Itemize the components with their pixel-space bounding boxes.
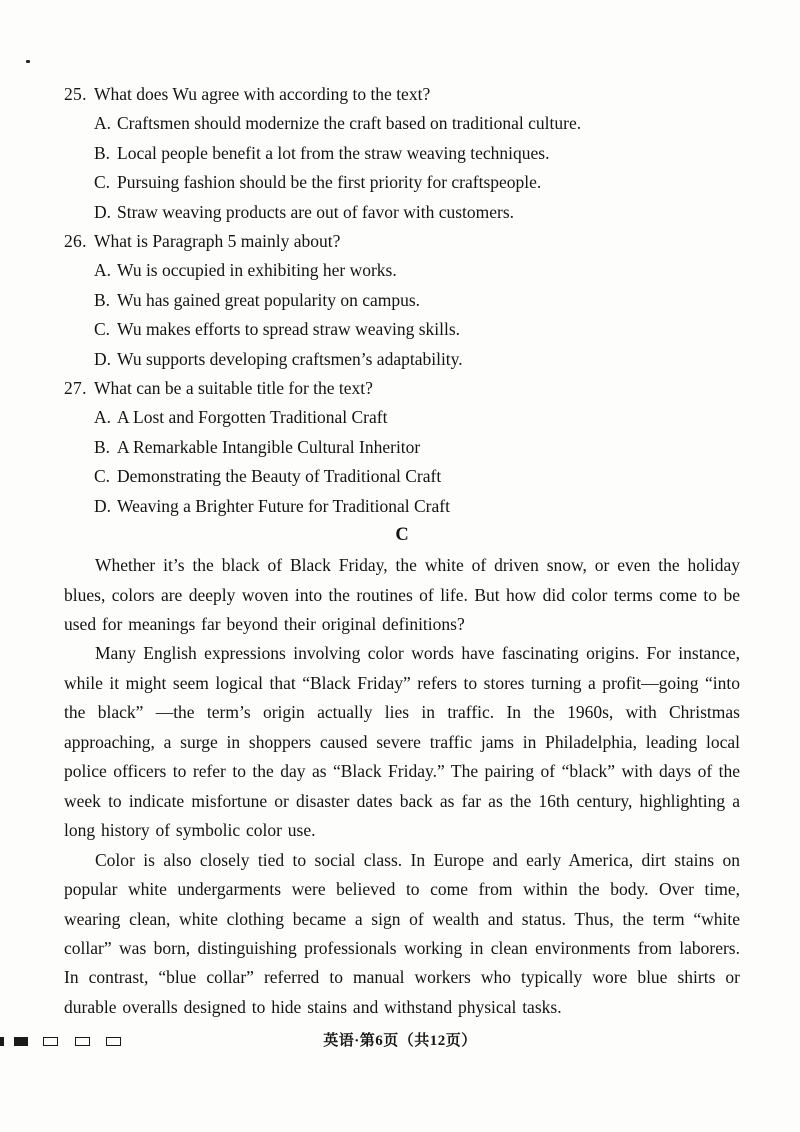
question-text: What does Wu agree with according to the text? (94, 84, 431, 104)
passage-paragraph-1: Whether it’s the black of Black Friday, the white of driven snow, or even the holiday blues, colors are deeply woven into the routines of life. But how did color terms come to be used for meanings far beyond their original definitions? (64, 555, 740, 634)
option-27-d (94, 492, 740, 521)
question-number: 26. (64, 231, 87, 252)
option-label: D. (94, 201, 112, 222)
option-text: Wu makes efforts to spread straw weaving skills. (117, 319, 461, 340)
question-number: 27. (64, 378, 87, 399)
page-number-label: 英语·第6页（共12页） (323, 1033, 477, 1049)
section-heading: C (395, 525, 409, 546)
option-text: Wu has gained great popularity on campus. (117, 289, 421, 310)
option-text: Wu is occupied in exhibiting her works. (117, 260, 397, 281)
option-text: Straw weaving products are out of favor with customers. (117, 201, 515, 222)
option-label: B. (94, 436, 111, 457)
option-26-d (94, 345, 740, 374)
passage-paragraph-3: Color is also closely tied to social class. In Europe and early America, dirt stains on popular white undergarments were believed to come from within the body. Over time, wearing clean, white clothing became a sign of wealth and status. Thus, the term “white collar” was born, distinguishing professionals working in clean environments from laborers. In contrast, “blue collar” referred to manual workers who typically wore blue shirts or durable overalls designed to hide stains and withstand physical tasks. (64, 849, 740, 1017)
option-label: B. (94, 289, 111, 310)
option-text: Demonstrating the Beauty of Traditional Craft (117, 466, 442, 487)
option-25-d (94, 198, 740, 227)
passage-paragraph-2: Many English expressions involving color words have fascinating origins. For instance, while it might seem logical that “Black Friday” refers to stores turning a profit—going “into the black” —the term’s origin actually lies in traffic. In the 1960s, with Christmas approaching, a surge in shoppers caused severe traffic jams in Philadelphia, leading local police officers to refer to the day as “Black Friday.” The pairing of “black” with days of the week to indicate misfortune or disaster dates back as far as the 16th century, highlighting a long history of symbolic color use. (64, 643, 740, 841)
question-number: 25. (64, 84, 87, 104)
option-text: Pursuing fashion should be the first priority for craftspeople. (117, 172, 542, 193)
option-26-c (94, 315, 740, 344)
option-27-b (94, 433, 740, 462)
option-label: D. (94, 495, 112, 516)
reading-passage (64, 551, 740, 1022)
question-26 (64, 227, 740, 374)
option-label: C. (94, 319, 111, 340)
option-25-a (94, 109, 740, 138)
page-content (64, 80, 740, 1022)
option-label: B. (94, 142, 111, 163)
option-label: A. (94, 407, 112, 428)
option-27-a (94, 403, 740, 432)
option-label: D. (94, 348, 112, 369)
option-25-c (94, 168, 740, 197)
option-label: C. (94, 172, 111, 193)
question-text: What is Paragraph 5 mainly about? (94, 231, 341, 252)
option-26-b (94, 286, 740, 315)
option-label: C. (94, 466, 111, 487)
option-text: A Lost and Forgotten Traditional Craft (117, 407, 388, 428)
option-text: A Remarkable Intangible Cultural Inheritor (117, 436, 421, 457)
scan-speck (26, 60, 30, 63)
page-footer (0, 1029, 800, 1051)
option-label: A. (94, 113, 112, 134)
option-text: Weaving a Brighter Future for Traditional Craft (117, 495, 450, 516)
option-27-c (94, 462, 740, 491)
option-text: Wu supports developing craftsmen’s adaptability. (117, 348, 463, 369)
option-25-b (94, 139, 740, 168)
question-text: What can be a suitable title for the text? (94, 378, 373, 399)
question-27 (64, 374, 740, 521)
option-text: Craftsmen should modernize the craft based on traditional culture. (117, 113, 582, 134)
option-text: Local people benefit a lot from the straw weaving techniques. (117, 142, 550, 163)
question-25 (64, 80, 740, 227)
option-26-a (94, 256, 740, 285)
option-label: A. (94, 260, 112, 281)
